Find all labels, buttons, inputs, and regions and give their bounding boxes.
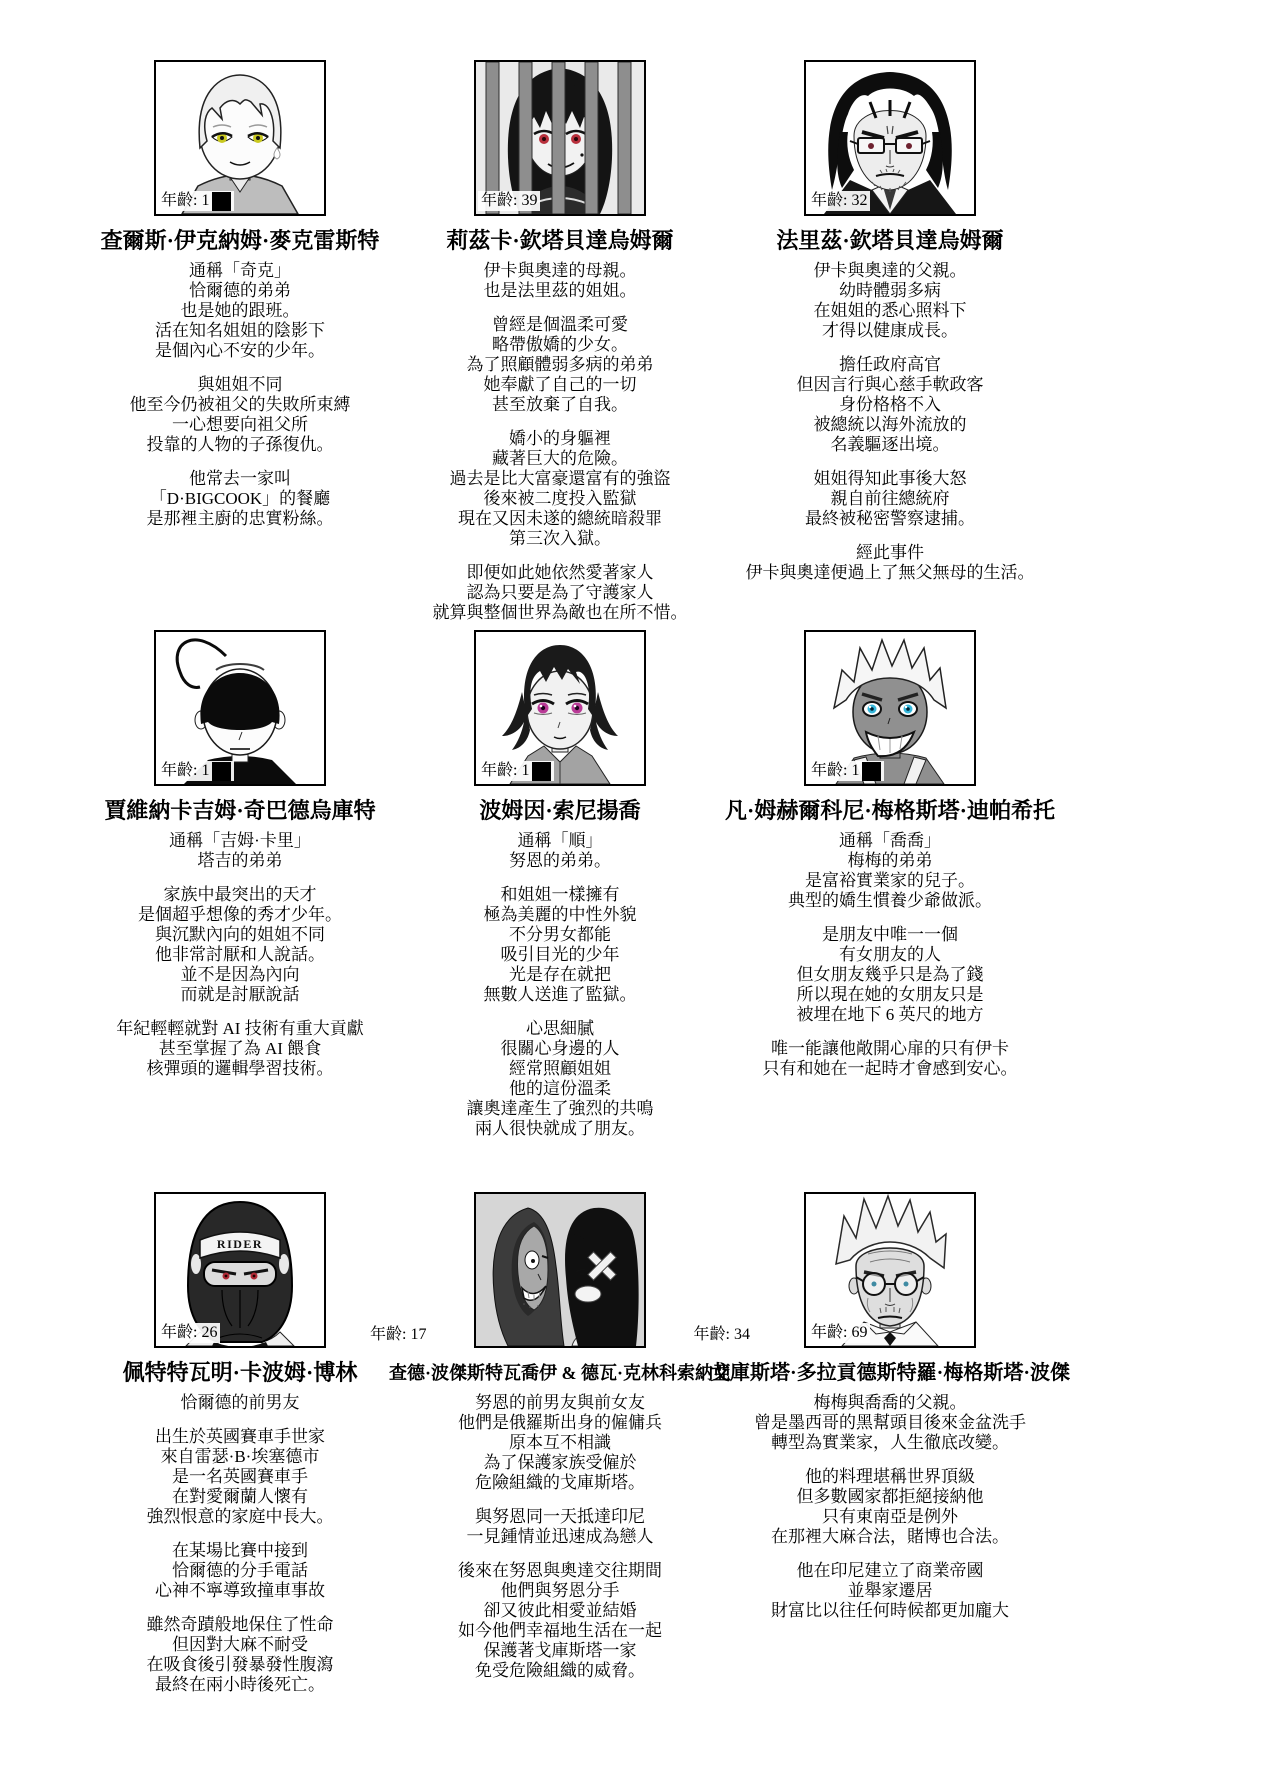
portrait-fariz — [804, 60, 976, 216]
age-censor-block — [212, 192, 231, 211]
bio-paragraph: 通稱「喬喬」 梅梅的弟弟 是富裕實業家的兒子。 典型的嬌生慣養少爺做派。 — [788, 831, 992, 910]
age-label-right: 年齡: 34 — [694, 1321, 750, 1344]
age-text: 年齡: 26 — [161, 1324, 218, 1341]
age-text: 年齡: 1 — [481, 762, 530, 779]
character-name: 波姆因·索尼揚喬 — [479, 798, 641, 823]
character-bio — [700, 831, 1080, 1079]
bio-paragraph: 伊卡與奧達的母親。 也是法里茲的姐姐。 — [483, 261, 637, 300]
helmet-rider-text: RIDER — [216, 1237, 264, 1251]
age-text: 年齡: 32 — [811, 192, 868, 209]
age-text: 年齡: 39 — [481, 192, 538, 209]
portrait-chick — [154, 60, 326, 216]
age-label — [808, 191, 870, 211]
character-bio — [55, 831, 425, 1079]
character-name: 查爾斯·伊克納姆·麥克雷斯特 — [100, 228, 380, 253]
age-label — [158, 191, 234, 211]
character-name: 凡·姆赫爾科尼·梅格斯塔·迪帕希托 — [724, 798, 1055, 823]
age-label — [808, 761, 884, 781]
character-bio — [700, 261, 1080, 583]
portrait-pet-rider — [154, 1192, 326, 1348]
portrait-gokusta — [804, 1192, 976, 1348]
bio-paragraph: 恰爾德的前男友 — [180, 1393, 300, 1412]
bio-paragraph: 出生於英國賽車手世家 來自雷瑟·B·埃塞德市 是一名英國賽車手 在對愛爾蘭人懷有 強烈恨意的家庭中長大。 — [146, 1427, 334, 1526]
age-label — [158, 1323, 220, 1343]
bio-paragraph: 他在印尼建立了商業帝國 並舉家遷居 財富比以往任何時候都更加龐大 — [771, 1561, 1009, 1620]
age-text: 年齡: 1 — [161, 762, 210, 779]
bio-paragraph: 通稱「奇克」 恰爾德的弟弟 也是她的跟班。 活在知名姐姐的陰影下 是個內心不安的少年。 — [155, 261, 325, 360]
character-name: 賈維納卡吉姆·奇巴德烏庫特 — [104, 798, 376, 823]
bio-paragraph: 通稱「順」 努恩的弟弟。 — [509, 831, 611, 870]
portrait-chad-dewa — [474, 1192, 646, 1348]
age-label-left: 年齡: 17 — [370, 1321, 426, 1344]
bio-paragraph: 嬌小的身軀裡 藏著巨大的危險。 過去是比大富豪還富有的強盜 後來被二度投入監獄 現在又因未遂的總統暗殺罪 第三次入獄。 — [449, 429, 671, 548]
bio-paragraph: 他常去一家叫 「D·BIGCOOK」的餐廳 是那裡主廚的忠實粉絲。 — [146, 469, 334, 528]
bio-paragraph: 通稱「吉姆·卡里」 塔吉的弟弟 — [169, 831, 311, 870]
bio-paragraph: 年紀輕輕就對 AI 技術有重大貢獻 甚至掌握了為 AI 餵食 核彈頭的邏輯學習技術。 — [116, 1019, 364, 1078]
portrait-shun — [474, 630, 646, 786]
character-name: 戈庫斯塔·多拉貢德斯特羅·梅格斯塔·波傑 — [709, 1362, 1070, 1384]
age-text: 年齡: 1 — [811, 762, 860, 779]
bio-paragraph: 擔任政府高官 但因言行與心慈手軟政客 身份格格不入 被總統以海外流放的 名義驅逐出境。 — [796, 355, 984, 454]
age-censor-block — [532, 762, 551, 781]
bio-paragraph: 即便如此她依然愛著家人 認為只要是為了守護家人 就算與整個世界為敵也在所不惜。 — [432, 563, 688, 622]
character-bio — [385, 831, 735, 1139]
character-card-gokusta — [690, 1192, 1090, 1621]
bio-paragraph: 梅梅與喬喬的父親。 曾是墨西哥的黑幫頭目後來金盆洗手 轉型為實業家，人生徹底改變。 — [754, 1393, 1026, 1452]
age-label — [478, 761, 554, 781]
bio-paragraph: 家族中最突出的天才 是個超乎想像的秀才少年。 與沉默內向的姐姐不同 他非常討厭和人說話。 並不是因為內向 而就是討厭說話 — [138, 885, 342, 1004]
bio-paragraph: 曾經是個溫柔可愛 略帶傲嬌的少女。 為了照顧體弱多病的弟弟 她奉獻了自己的一切 甚至放棄了自我。 — [466, 315, 654, 414]
bio-paragraph: 努恩的前男友與前女友 他們是俄羅斯出身的僱傭兵 原本互不相識 為了保護家族受僱於 危險組織的戈庫斯塔。 — [458, 1393, 662, 1492]
bio-paragraph: 心思細膩 很關心身邊的人 經常照顧姐姐 他的這份溫柔 讓奧達產生了強烈的共鳴 兩人很快就成了朋友。 — [466, 1019, 654, 1138]
age-censor-block — [212, 762, 231, 781]
age-label — [808, 1323, 870, 1343]
age-text: 年齡: 69 — [811, 1324, 868, 1341]
bio-paragraph: 雖然奇蹟般地保住了性命 但因對大麻不耐受 在吸食後引發暴發性腹瀉 最終在兩小時後死亡。 — [146, 1615, 334, 1694]
portrait-jim — [154, 630, 326, 786]
age-text: 年齡: 1 — [161, 192, 210, 209]
character-card-jim — [55, 630, 425, 1079]
portrait-rizka — [474, 60, 646, 216]
bio-paragraph: 姐姐得知此事後大怒 親自前往總統府 最終被秘密警察逮捕。 — [805, 469, 975, 528]
bio-paragraph: 他的料理堪稱世界頂級 但多數國家都拒絕接納他 只有東南亞是例外 在那裡大麻合法，賭博也合法。 — [771, 1467, 1009, 1546]
character-bio — [55, 261, 425, 529]
bio-paragraph: 是朋友中唯一一個 有女朋友的人 但女朋友幾乎只是為了錢 所以現在她的女朋友只是 被埋在地下 6 英尺的地方 — [796, 925, 984, 1024]
character-name: 法里茲·欽塔貝達烏姆爾 — [776, 228, 1004, 253]
bio-paragraph: 唯一能讓他敞開心扉的只有伊卡 只有和她在一起時才會感到安心。 — [762, 1039, 1018, 1078]
bio-paragraph: 後來在努恩與奧達交往期間 他們與努恩分手 卻又彼此相愛並結婚 如今他們幸福地生活在一起 保護著戈庫斯塔一家 免受危險組織的威脅。 — [458, 1561, 662, 1680]
character-card-rizka — [385, 60, 735, 623]
character-bio — [385, 261, 735, 623]
character-card-shun — [385, 630, 735, 1139]
character-name: 佩特特瓦明·卡波姆·博林 — [122, 1360, 358, 1385]
portrait-chad-dewa-illustration — [476, 1194, 644, 1346]
bio-paragraph: 和姐姐一樣擁有 極為美麗的中性外貌 不分男女都能 吸引目光的少年 光是存在就把 無數人送進了監獄。 — [483, 885, 637, 1004]
bio-paragraph: 伊卡與奧達的父親。 幼時體弱多病 在姐姐的悉心照料下 才得以健康成長。 — [813, 261, 967, 340]
character-name: 查德·波傑斯特瓦喬伊 & 德瓦·克林科索納亞 — [389, 1363, 731, 1383]
bio-paragraph: 與努恩同一天抵達印尼 一見鍾情並迅速成為戀人 — [466, 1507, 654, 1546]
age-label — [478, 191, 540, 211]
portrait-jojo — [804, 630, 976, 786]
bio-paragraph: 在某場比賽中接到 恰爾德的分手電話 心神不寧導致撞車事故 — [155, 1541, 325, 1600]
character-card-fariz — [700, 60, 1080, 583]
bio-paragraph: 與姐姐不同 他至今仍被祖父的失敗所束縛 一心想要向祖父所 投靠的人物的子孫復仇。 — [129, 375, 351, 454]
age-label — [158, 761, 234, 781]
character-bio — [690, 1393, 1090, 1621]
age-censor-block — [862, 762, 881, 781]
bio-paragraph: 經此事件 伊卡與奧達便過上了無父無母的生活。 — [745, 543, 1035, 582]
character-name: 莉茲卡·欽塔貝達烏姆爾 — [446, 228, 674, 253]
character-card-chick — [55, 60, 425, 529]
character-card-jojo — [700, 630, 1080, 1079]
